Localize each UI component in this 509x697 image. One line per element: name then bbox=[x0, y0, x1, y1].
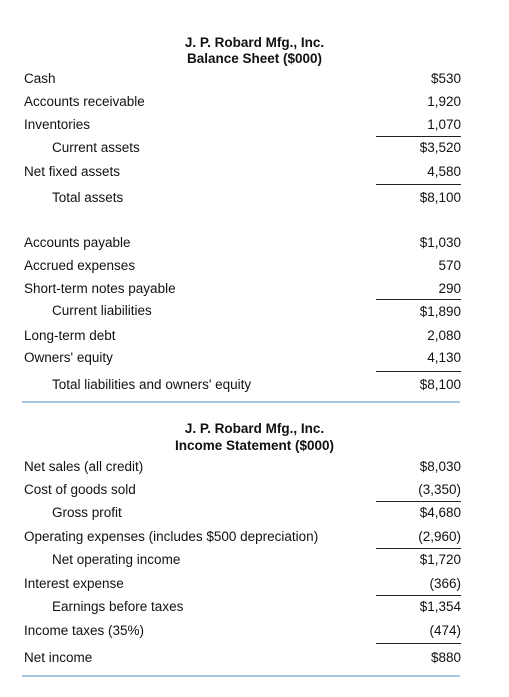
row-value: $880 bbox=[430, 650, 461, 665]
row-label: Owners' equity bbox=[24, 350, 113, 365]
income-statement-title: Income Statement ($000) bbox=[174, 438, 335, 453]
row-label: Short-term notes payable bbox=[24, 281, 176, 296]
balance-row-accounts-payable bbox=[0, 234, 509, 252]
row-value: 2,080 bbox=[427, 328, 461, 343]
subtotal-rule bbox=[376, 184, 461, 185]
income-row-income-taxes bbox=[0, 622, 509, 640]
balance-sheet-title: Balance Sheet ($000) bbox=[186, 51, 323, 66]
row-value: (474) bbox=[429, 623, 461, 638]
balance-row-current-assets bbox=[0, 139, 509, 157]
subtotal-rule bbox=[376, 595, 461, 596]
income-row-cogs bbox=[0, 481, 509, 499]
row-label: Total liabilities and owners' equity bbox=[52, 377, 252, 392]
row-value: 570 bbox=[438, 258, 461, 273]
section-separator bbox=[22, 675, 460, 677]
subtotal-rule bbox=[376, 371, 461, 372]
row-label: Accounts receivable bbox=[24, 94, 145, 109]
row-value: (3,350) bbox=[418, 482, 461, 497]
subtotal-rule bbox=[376, 136, 461, 137]
row-label: Current assets bbox=[52, 140, 140, 155]
row-label: Current liabilities bbox=[52, 303, 152, 318]
row-value: (366) bbox=[429, 576, 461, 591]
row-value: $8,100 bbox=[419, 377, 461, 392]
row-value: 4,130 bbox=[427, 350, 461, 365]
subtotal-rule bbox=[376, 501, 461, 502]
row-label: Net fixed assets bbox=[24, 164, 121, 179]
balance-row-short-term-notes bbox=[0, 280, 509, 298]
row-label: Net operating income bbox=[52, 552, 181, 567]
subtotal-rule bbox=[376, 643, 461, 644]
row-label: Operating expenses (includes $500 depreciation) bbox=[24, 529, 319, 544]
row-label: Earnings before taxes bbox=[52, 599, 184, 614]
income-row-operating-expenses bbox=[0, 528, 509, 546]
row-value: $1,890 bbox=[419, 304, 461, 319]
subtotal-rule bbox=[376, 299, 461, 300]
row-label: Net sales (all credit) bbox=[24, 459, 144, 474]
balance-row-inventories bbox=[0, 116, 509, 134]
row-value: $530 bbox=[430, 71, 461, 86]
balance-row-long-term-debt bbox=[0, 327, 509, 345]
balance-row-cash bbox=[0, 70, 509, 88]
section-separator bbox=[22, 401, 460, 403]
row-label: Long-term debt bbox=[24, 328, 116, 343]
row-label: Cash bbox=[24, 71, 56, 86]
row-label: Interest expense bbox=[24, 576, 124, 591]
income-statement-company: J. P. Robard Mfg., Inc. bbox=[184, 421, 325, 436]
row-value: $8,030 bbox=[419, 459, 461, 474]
row-label: Accounts payable bbox=[24, 235, 131, 250]
income-row-net-operating-income bbox=[0, 551, 509, 569]
income-row-interest-expense bbox=[0, 575, 509, 593]
income-row-net-income bbox=[0, 649, 509, 667]
balance-row-total-liabilities-equity bbox=[0, 376, 509, 394]
row-value: $1,720 bbox=[419, 552, 461, 567]
row-label: Income taxes (35%) bbox=[24, 623, 145, 638]
row-label: Total assets bbox=[52, 190, 124, 205]
row-value: $1,030 bbox=[419, 235, 461, 250]
row-value: (2,960) bbox=[418, 529, 461, 544]
balance-row-net-fixed-assets bbox=[0, 163, 509, 181]
balance-row-owners-equity bbox=[0, 349, 509, 367]
row-label: Cost of goods sold bbox=[24, 482, 136, 497]
balance-row-accrued-expenses bbox=[0, 257, 509, 275]
subtotal-rule bbox=[376, 548, 461, 549]
row-value: $3,520 bbox=[419, 140, 461, 155]
balance-row-current-liabilities-value bbox=[0, 303, 509, 321]
row-label: Accrued expenses bbox=[24, 258, 136, 273]
row-value: 290 bbox=[438, 281, 461, 296]
balance-row-accounts-receivable bbox=[0, 93, 509, 111]
balance-row-total-assets bbox=[0, 189, 509, 207]
row-label: Gross profit bbox=[52, 505, 122, 520]
row-value: 4,580 bbox=[427, 164, 461, 179]
row-value: 1,070 bbox=[427, 117, 461, 132]
row-value: $1,354 bbox=[419, 599, 461, 614]
row-label: Inventories bbox=[24, 117, 91, 132]
row-value: 1,920 bbox=[427, 94, 461, 109]
income-row-earnings-before-taxes bbox=[0, 598, 509, 616]
row-label: Net income bbox=[24, 650, 93, 665]
income-row-gross-profit bbox=[0, 504, 509, 522]
row-value: $4,680 bbox=[419, 505, 461, 520]
income-row-net-sales bbox=[0, 458, 509, 476]
balance-sheet-company: J. P. Robard Mfg., Inc. bbox=[184, 35, 325, 50]
row-value: $8,100 bbox=[419, 190, 461, 205]
